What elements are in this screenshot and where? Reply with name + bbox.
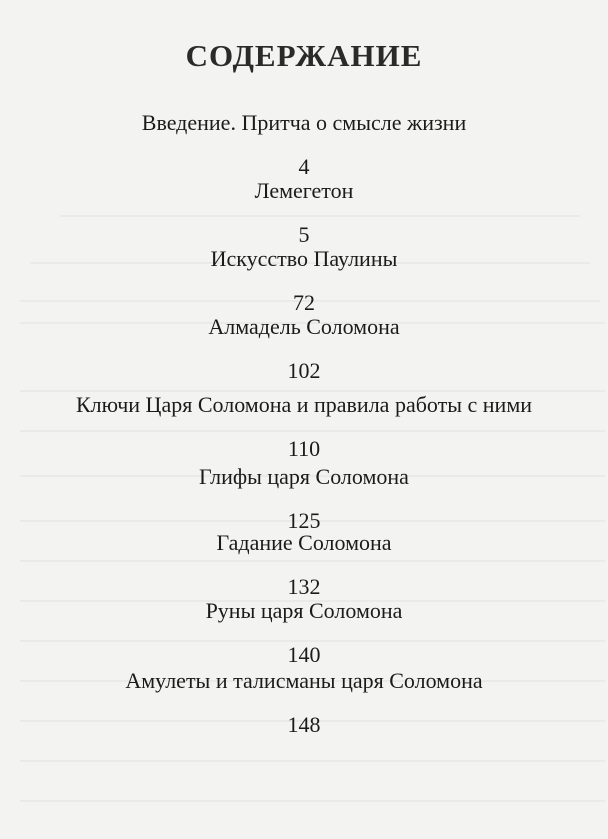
toc-entry-page: 72 <box>293 290 315 315</box>
toc-entry-title: Амулеты и талисманы царя Соломона <box>125 668 483 693</box>
toc-entry <box>0 462 608 536</box>
toc-entry-title: Руны царя Соломона <box>205 598 403 623</box>
toc-entry-page: 4 <box>298 154 310 179</box>
toc-entry <box>0 390 608 464</box>
toc-entry-title: Искусство Паулины <box>210 246 398 271</box>
toc-entry <box>0 596 608 670</box>
toc-entry-title: Лемегетон <box>254 178 354 203</box>
toc-entry-title: Ключи Царя Соломона и правила работы с ними <box>75 392 533 417</box>
toc-entry-page: 110 <box>287 436 321 461</box>
toc-entry <box>0 312 608 386</box>
toc-entry-title: Гадание Соломона <box>216 530 392 555</box>
toc-entry-page: 102 <box>287 358 321 383</box>
toc-entry <box>0 244 608 318</box>
toc-entry-page: 148 <box>287 712 321 737</box>
page-title: СОДЕРЖАНИЕ <box>185 38 423 73</box>
toc-entry-title: Алмадель Соломона <box>208 314 400 339</box>
toc-entry-title: Глифы царя Соломона <box>199 464 409 489</box>
toc-entry <box>0 176 608 250</box>
toc-entry <box>0 528 608 602</box>
toc-entry-page: 125 <box>287 508 321 533</box>
toc-entry <box>0 666 608 740</box>
toc-entry-title: Введение. Притча о смысле жизни <box>141 110 467 135</box>
toc-entry <box>0 108 608 182</box>
toc-entry-page: 5 <box>298 222 310 247</box>
toc-entry-page: 140 <box>287 642 321 667</box>
toc-entry-page: 132 <box>287 574 321 599</box>
